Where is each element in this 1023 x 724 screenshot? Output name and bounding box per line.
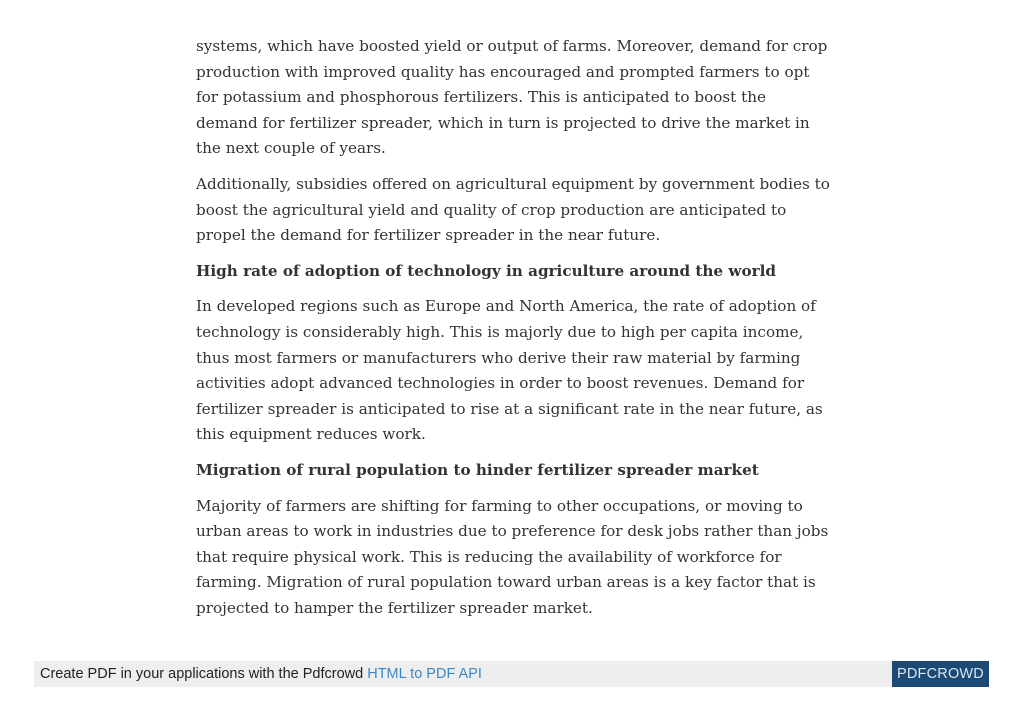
- pdfcrowd-brand-button[interactable]: PDFCROWD: [892, 661, 989, 687]
- paragraph-subsidies: Additionally, subsidies offered on agricultural equipment by government bodies to boost the agricultural yield and quality of crop production are anticipated to propel the demand for fertilizer spreader in the near future.: [196, 174, 830, 245]
- pdfcrowd-footer-bar: [34, 661, 989, 687]
- footer-promo-text: Create PDF in your applications with the Pdfcrowd: [40, 666, 368, 682]
- paragraph-systems: systems, which have boosted yield or output of farms. Moreover, demand for crop production with improved quality has encouraged and prompted farmers to opt for potassium and phosphorous fertilizers. This is anticipated to boost the demand for fertilizer spreader, which in turn is projected to drive the market in the next couple of years.: [196, 37, 828, 158]
- heading-rural-migration: Migration of rural population to hinder fertilizer spreader market: [196, 460, 759, 479]
- article-body: [196, 34, 832, 631]
- html-to-pdf-api-link[interactable]: HTML to PDF API: [367, 666, 482, 682]
- heading-technology-adoption: High rate of adoption of technology in agriculture around the world: [196, 261, 776, 280]
- paragraph-developed-regions: In developed regions such as Europe and North America, the rate of adoption of technology is considerably high. This is majorly due to high per capita income, thus most farmers or manufacturers who derive their raw material by farming activities adopt advanced technologies in order to boost revenues. Demand for fertilizer spreader is anticipated to rise at a significant rate in the near future, as this equipment reduces work.: [196, 297, 823, 444]
- paragraph-migration: Majority of farmers are shifting for farming to other occupations, or moving to urban areas to work in industries due to preference for desk jobs rather than jobs that require physical work. This is reducing the availability of workforce for farming. Migration of rural population toward urban areas is a key factor that is projected to hamper the fertilizer spreader market.: [196, 496, 829, 617]
- footer-text: [40, 661, 482, 687]
